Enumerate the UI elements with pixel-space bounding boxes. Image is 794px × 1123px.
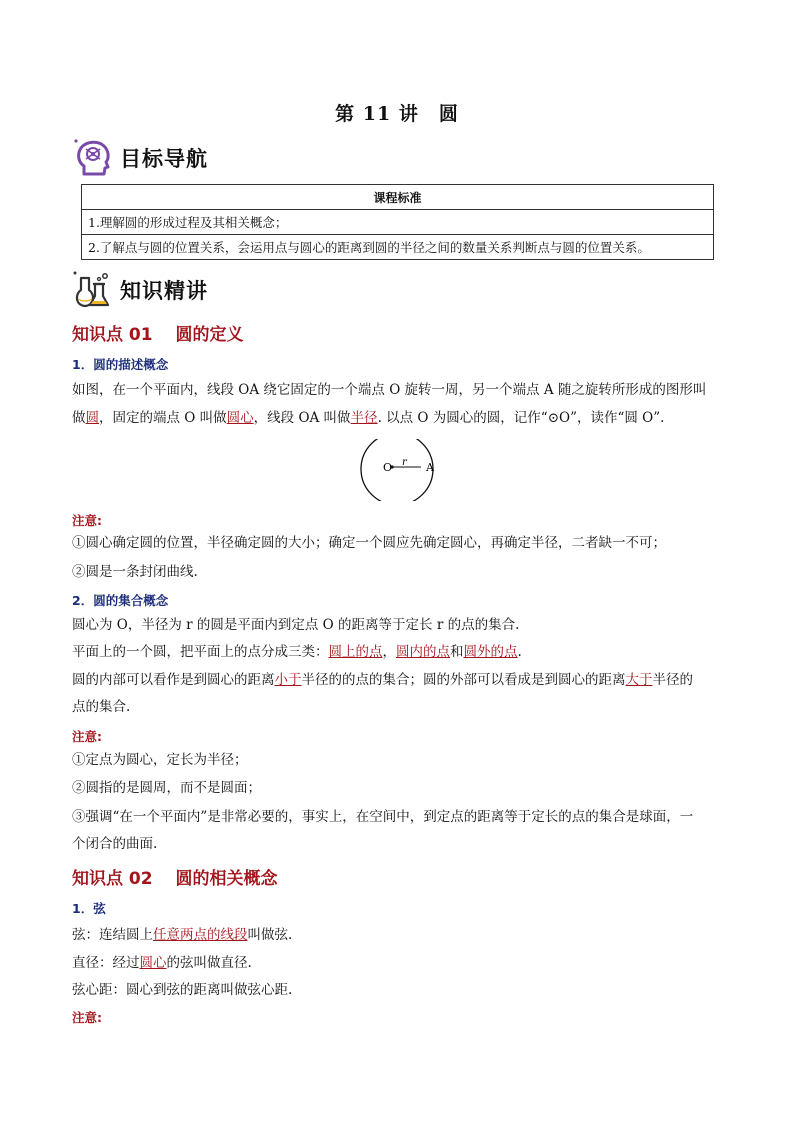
kp2-line2: 直径：经过圆心的弦叫做直径. bbox=[72, 955, 252, 971]
term-any-two-points: 任意两点的线段 bbox=[153, 927, 248, 943]
lab-flask-icon bbox=[72, 270, 114, 310]
course-standard-table bbox=[81, 184, 714, 260]
kp2-line3: 弦心距：圆心到弦的距离叫做弦心距. bbox=[72, 982, 293, 998]
circle-outline bbox=[361, 439, 433, 501]
note-item: ①圆心确定圆的位置，半径确定圆的大小；确定一个圆应先确定圆心，再确定半径，二者缺一不可； bbox=[72, 535, 666, 551]
kp2-line1: 弦：连结圆上任意两点的线段叫做弦. bbox=[72, 927, 293, 943]
note-label: 注意: bbox=[72, 1010, 102, 1025]
note-item: ③强调“在一个平面内”是非常必要的，事实上，在空间中，到定点的距离等于定长的点的集合是球面，一 bbox=[72, 809, 694, 825]
kp2-title: 知识点 02 圆的相关概念 bbox=[72, 869, 278, 889]
term-greater-than: 大于 bbox=[625, 672, 653, 688]
note-item: ②圆指的是圆周，而不是圆面； bbox=[72, 780, 261, 796]
term-less-than: 小于 bbox=[274, 672, 302, 688]
knowledge-section-title: 知识精讲 bbox=[120, 279, 208, 303]
kp1-p1-line1: 如图，在一个平面内，线段 OA 绕它固定的一个端点 O 旋转一周，另一个端点 A 随之旋转所形成的图形叫 bbox=[72, 382, 707, 398]
goal-section-title: 目标导航 bbox=[120, 147, 208, 171]
kp1-p4-line2: 点的集合. bbox=[72, 699, 131, 715]
kp1-p2: 圆心为 O，半径为 r 的圆是平面内到定点 O 的距离等于定长 r 的点的集合. bbox=[72, 617, 520, 633]
term-circle: 圆 bbox=[85, 410, 99, 426]
circle-figure bbox=[355, 439, 445, 501]
kp1-p4-line1: 圆的内部可以看作是到圆心的距离小于半径的的点的集合；圆的外部可以看成是到圆心的距离大于半径的 bbox=[72, 672, 693, 688]
kp1-p3: 平面上的一个圆，把平面上的点分成三类：圆上的点，圆内的点和圆外的点. bbox=[72, 644, 522, 660]
table-header: 课程标准 bbox=[82, 185, 714, 210]
table-row: 1.理解圆的形成过程及其相关概念； bbox=[82, 210, 714, 235]
term-radius: 半径 bbox=[350, 410, 378, 426]
radius-label: r bbox=[402, 457, 407, 468]
head-brain-icon bbox=[72, 138, 114, 178]
term-inside-circle: 圆内的点 bbox=[396, 644, 450, 660]
term-on-circle: 圆上的点 bbox=[328, 644, 383, 660]
note-item: 个闭合的曲面. bbox=[72, 836, 158, 852]
table-row: 2.了解点与圆的位置关系，会运用点与圆心的距离到圆的半径之间的数量关系判断点与圆的位置关系。 bbox=[82, 235, 714, 260]
term-center: 圆心 bbox=[139, 955, 167, 971]
goal-section-header bbox=[72, 138, 208, 178]
note-label: 注意: bbox=[72, 729, 102, 744]
kp2-sub1: 1．弦 bbox=[72, 901, 106, 916]
kp1-sub1: 1．圆的描述概念 bbox=[72, 357, 169, 372]
page-title: 第 11 讲 圆 bbox=[335, 103, 459, 125]
kp1-title: 知识点 01 圆的定义 bbox=[72, 325, 244, 345]
kp1-sub2: 2．圆的集合概念 bbox=[72, 593, 169, 608]
knowledge-section-header bbox=[72, 270, 208, 310]
note-item: ①定点为圆心，定长为半径； bbox=[72, 752, 248, 768]
term-outside-circle: 圆外的点 bbox=[463, 644, 518, 660]
kp1-p1-line2: 做圆，固定的端点 O 叫做圆心，线段 OA 叫做半径. 以点 O 为圆心的圆，记作“⊙O”，读作“圆 O”. bbox=[72, 410, 665, 426]
point-label: A bbox=[426, 461, 434, 474]
term-center: 圆心 bbox=[226, 410, 254, 426]
note-label: 注意: bbox=[72, 513, 102, 528]
note-item: ②圆是一条封闭曲线. bbox=[72, 564, 198, 580]
center-label: O bbox=[383, 461, 393, 474]
